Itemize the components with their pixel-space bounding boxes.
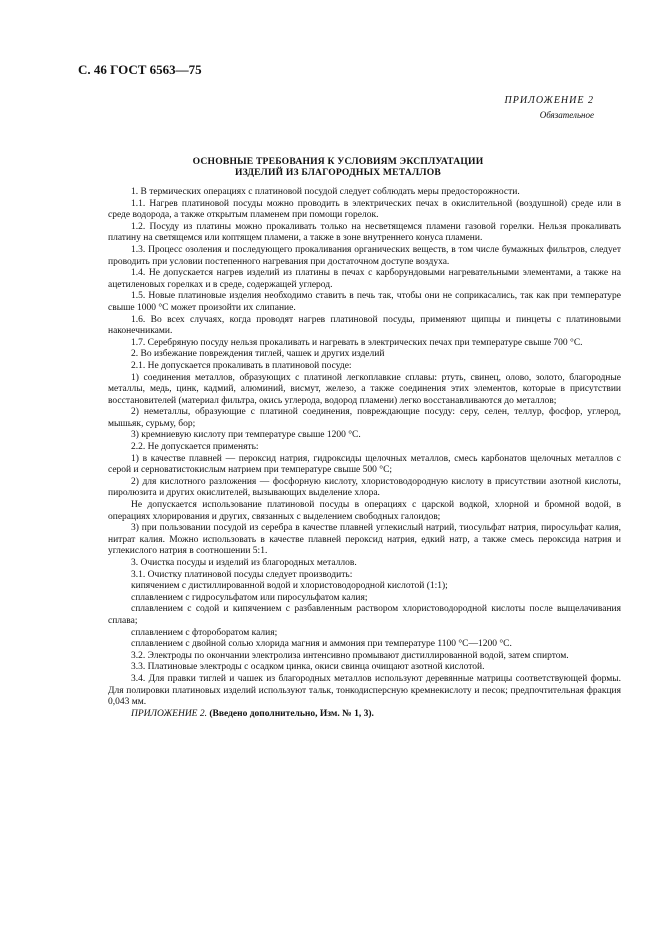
paragraph: сплавлением с фтороборатом калия; (131, 627, 278, 638)
paragraph: Не допускается использование платиновой посуды в операциях с царской водкой, хлорной и бромной водой, в операциях хлорирования и других, связанных с выделением свободных галоидов; (108, 500, 621, 522)
paragraph: 3.1. Очистку платиновой посуды следует производить: (131, 569, 353, 580)
paragraph: 1. В термических операциях с платиновой посудой следует соблюдать меры предосторожности. (131, 187, 520, 197)
paragraph: 2. Во избежание повреждения тиглей, чашек и других изделий (131, 349, 385, 360)
paragraph: 1.2. Посуду из платины можно прокаливать только на несветящемся пламени газовой горелки. Нельзя прокаливать платину на светящемся или коптящем пламени, а также в зоне внутреннего конуса пламени. (108, 221, 621, 244)
paragraph: 1.6. Во всех случаях, когда проводят нагрев платиновой посуды, применяют щипцы и пинцеты с платиновыми наконечниками. (108, 314, 621, 337)
page-header: С. 46 ГОСТ 6563—75 (78, 62, 202, 77)
appendix-label-block (505, 94, 595, 122)
paragraph: сплавлением с двойной солью хлорида магния и аммония при температуре 1100 °С—1200 °С. (131, 639, 512, 650)
paragraph: 3) кремниевую кислоту при температуре свыше 1200 °С. (131, 430, 361, 441)
paragraph: 3.3. Платиновые электроды с осадком цинка, окиси свинца очищают азотной кислотой. (131, 662, 485, 673)
document-body (108, 187, 621, 720)
paragraph: 1.1. Нагрев платиновой посуды можно проводить в электрических печах в окислительной (воздушной) среде или в среде водорода, а также открытым пламенем при помощи горелок. (108, 198, 621, 221)
paragraph: 3.2. Электроды по окончании электролиза интенсивно промывают дистиллированной водой, затем спиртом. (131, 650, 569, 661)
paragraph: 2.2. Не допускается применять: (131, 442, 259, 453)
paragraph: 3. Очистка посуды и изделий из благородных металлов. (131, 558, 357, 568)
paragraph: сплавлением с гидросульфатом или пиросульфатом калия; (131, 592, 368, 603)
appendix-type: Обязательное (539, 110, 594, 120)
paragraph: 1.3. Процесс озоления и последующего прокаливания органических веществ, в том числе бумажных фильтров, следует проводить при условии постепенного нагревания при достаточном доступе воздуха. (108, 244, 621, 267)
appendix-label: ПРИЛОЖЕНИЕ 2 (504, 95, 594, 106)
paragraph: 1) соединения металлов, образующих с платиной легкоплавкие сплавы: ртуть, свинец, олово, золото, благородные металлы, медь, цинк, кадмий, алюминий, висмут, железо, а также соединения этих элементов, которые в присутствии восстановителей (материал фильтра, окись углерода, водород пламени) легко восстанавливаются до металлов; (108, 372, 621, 406)
paragraph: 1.4. Не допускается нагрев изделий из платины в печах с карборундовыми нагревательными элементами, а также на ацетиленовых горелках и в среде, содержащей углерод. (108, 268, 621, 290)
paragraph: 3) при пользовании посудой из серебра в качестве плавней углекислый натрий, тиосульфат натрия, пиросульфат калия, нитрат калия. Можно использовать в качестве плавней пероксид натрия, едкий натр, а также смесь пероксида натрия и углекислого натрия в соотношении 5:1. (108, 523, 621, 557)
title-line-1: ОСНОВНЫЕ ТРЕБОВАНИЯ К УСЛОВИЯМ ЭКСПЛУАТАЦИИ (192, 156, 484, 167)
paragraph: сплавлением с содой и кипячением с разбавленным раствором хлористоводородной кислоты после выщелачивания сплава; (108, 604, 621, 626)
paragraph: 2.1. Не допускается прокаливать в платиновой посуде: (131, 360, 352, 371)
paragraph: 1) в качестве плавней — пероксид натрия, гидроксиды щелочных металлов, смесь карбонатов щелочных металлов с серой и сернoватистокислым натрием при температуре свыше 500 °С; (108, 453, 621, 476)
paragraph: 1.7. Серебряную посуду нельзя прокаливать и нагревать в электрических печах при температуре свыше 700 °С. (131, 337, 583, 348)
document-title (120, 156, 556, 178)
paragraph: 3.4. Для правки тиглей и чашек из благородных металлов используют деревянные матрицы соответствующей формы. Для полировки платиновых изделий используют тальк, тонкодисперсную кремнекислоту и песок; предпочтительная фракция 0,043 мм. (108, 673, 621, 708)
appendix-note (108, 709, 621, 721)
paragraph: 2) неметаллы, образующие с платиной соединения, повреждающие посуду: серу, селен, теллур, фосфор, углерод, мышьяк, сурьму, бор; (108, 407, 621, 429)
paragraph: кипячением с дистиллированной водой и хлористоводородной кислотой (1:1); (131, 581, 448, 592)
note-text: (Введено дополнительно, Изм. № 1, 3). (209, 708, 374, 719)
title-line-2: ИЗДЕЛИЙ ИЗ БЛАГОРОДНЫХ МЕТАЛЛОВ (235, 167, 441, 178)
paragraph: 1.5. Новые платиновые изделия необходимо ставить в печь так, чтобы они не соприкасались, так как при температуре свыше 1000 °С может произойти их слипание. (108, 291, 621, 313)
paragraph: 2) для кислотного разложения — фосфорную кислоту, хлористоводородную кислоту в присутствии азотной кислоты, пиролюзита и других окислителей, вызывающих выделение хлора. (108, 476, 621, 499)
note-label: ПРИЛОЖЕНИЕ 2. (131, 708, 207, 719)
